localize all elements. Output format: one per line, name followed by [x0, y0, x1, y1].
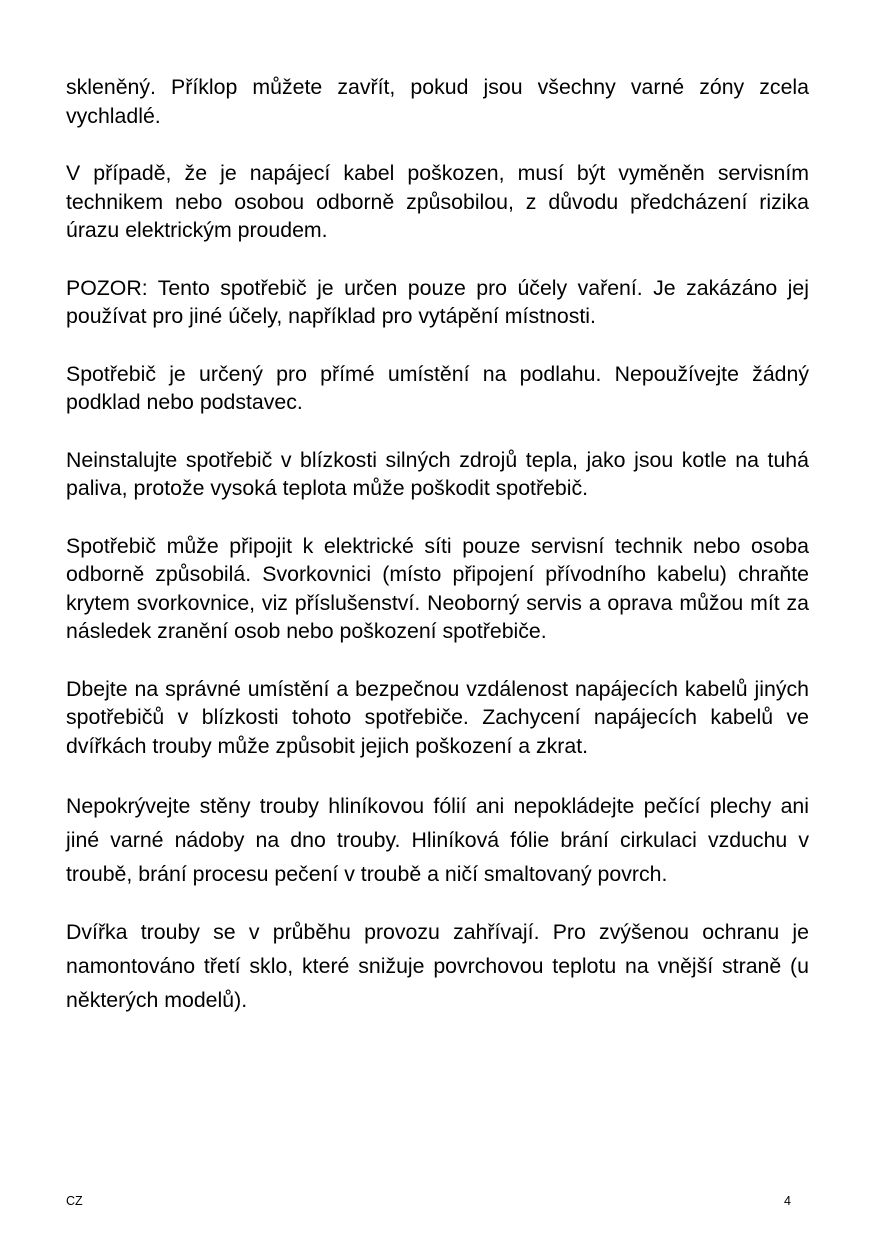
footer-language: CZ [66, 1194, 83, 1208]
paragraph-electrical-connection: Spotřebič může připojit k elektrické síti pouze servisní technik nebo osoba odborně způsobilá. Svorkovnici (místo připojení přívodního kabelu) chraňte krytem svorkovnice, viz příslušenství. Neoborný servis a oprava můžou mít za následek zranění osob nebo poškození spotřebiče. [66, 533, 809, 643]
paragraph-heat-sources: Neinstalujte spotřebič v blízkosti silných zdrojů tepla, jako jsou kotle na tuhá paliva, protože vysoká teplota může poškodit spotřebič. [66, 447, 809, 500]
paragraph-power-cable: V případě, že je napájecí kabel poškozen, musí být vyměněn servisním technikem nebo osobou odborně způsobilou, z důvodu předcházení rizika úrazu elektrickým proudem. [66, 161, 809, 242]
paragraph-oven-door: Dvířka trouby se v průběhu provozu zahřívají. Pro zvýšenou ochranu je namontováno třetí sklo, které snižuje povrchovou teplotu na vnější straně (u některých modelů). [66, 920, 809, 1012]
footer-page-number: 4 [784, 1194, 791, 1208]
document-body [66, 73, 809, 1041]
paragraph-warning: POZOR: Tento spotřebič je určen pouze pro účely vaření. Je zakázáno jej používat pro jiné účely, například pro vytápění místnosti. [66, 275, 809, 328]
paragraph-placement: Spotřebič je určený pro přímé umístění na podlahu. Nepoužívejte žádný podklad nebo podstavec. [66, 361, 809, 414]
paragraph-lid: skleněný. Příklop můžete zavřít, pokud jsou všechny varné zóny zcela vychladlé. [66, 75, 809, 128]
paragraph-cables: Dbejte na správné umístění a bezpečnou vzdálenost napájecích kabelů jiných spotřebičů v blízkosti tohoto spotřebiče. Zachycení napájecích kabelů ve dvířkách trouby může způsobit jejich poškození a zkrat. [66, 676, 809, 758]
paragraph-aluminium-foil: Nepokrývejte stěny trouby hliníkovou fólií ani nepokládejte pečící plechy ani jiné varné nádoby na dno trouby. Hliníková fólie brání cirkulaci vzduchu v troubě, brání procesu pečení v troubě a ničí smaltovaný povrch. [66, 794, 809, 886]
